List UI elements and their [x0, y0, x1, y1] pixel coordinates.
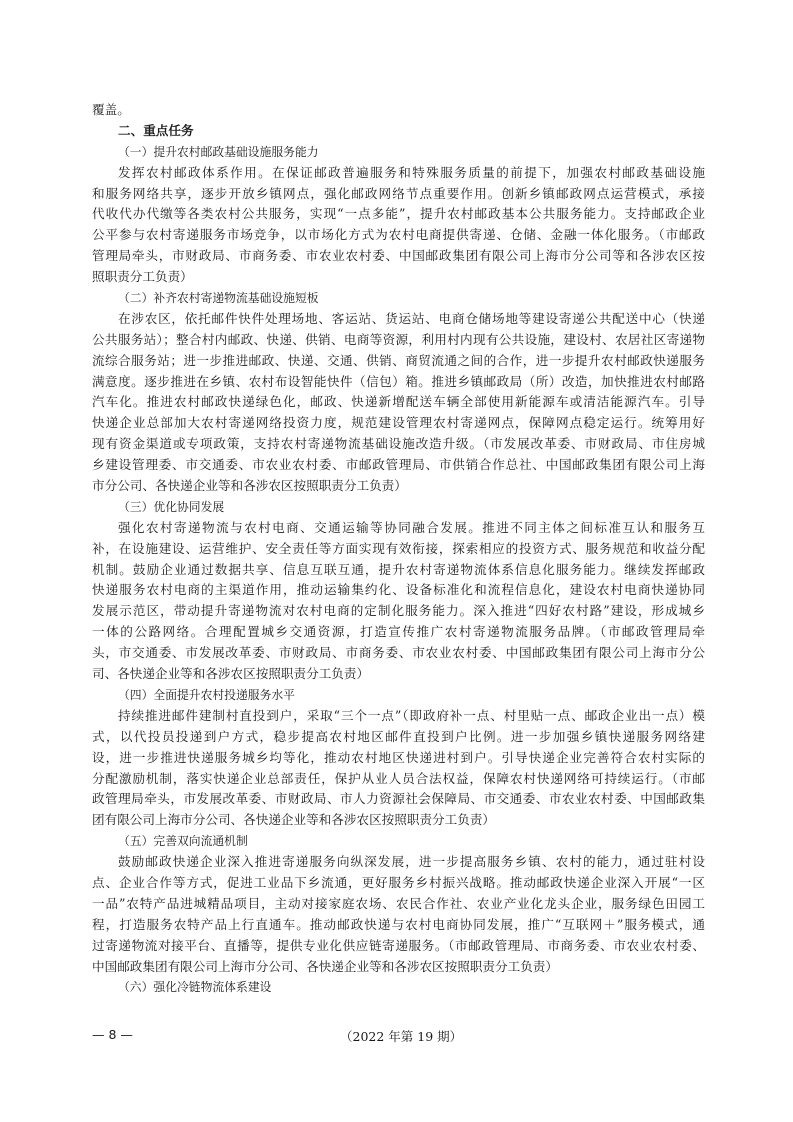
text-line: 流综合服务站；进一步推进邮政、快递、交通、供销、商贸流通之间的合作，进一步提升农村邮政快递服务 [92, 352, 705, 368]
text-line: 和服务网络共享，逐步开放乡镇网点，强化邮政网络节点重要作用。创新乡镇邮政网点运营模式，承接 [92, 185, 705, 201]
text-line: 司、各快递企业等和各涉农区按照职责分工负责） [92, 666, 370, 682]
text-line: 汽车化。推进农村邮政快递绿色化，邮政、快递新增配送车辆全部使用新能源车或清洁能源汽车。引导 [92, 394, 705, 410]
section-heading: 二、重点任务 [118, 122, 194, 138]
page-number: — 8 — [92, 1027, 133, 1042]
subsection-heading: （四）全面提升农村投递服务水平 [118, 687, 295, 702]
page-footer [92, 1027, 705, 1047]
text-line: 政管理局牵头，市发展改革委、市财政局、市人力资源社会保障局、市交通委、市农业农村委、中国邮政集 [92, 791, 705, 807]
document-body [92, 100, 705, 998]
text-line: 中国邮政集团有限公司上海市分公司、各快递企业等和各涉农区按照职责分工负责） [92, 958, 558, 974]
text-line: 鼓励邮政快递企业深入推进寄递服务向纵深发展，进一步提高服务乡镇、农村的能力，通过驻村设 [118, 854, 705, 870]
subsection-heading: （五）完善双向流通机制 [118, 834, 248, 849]
text-line: 乡建设管理委、市交通委、市农业农村委、市邮政管理局、市供销合作总社、中国邮政集团有限公司上海 [92, 457, 705, 473]
text-line: 快递服务农村电商的主渠道作用，推动运输集约化、设备标准化和流程信息化，建设农村电商快递协同 [92, 582, 705, 598]
text-line: 管理局牵头，市财政局、市商务委、市农业农村委、中国邮政集团有限公司上海市分公司等和各涉农区按 [92, 248, 705, 264]
text-line: 团有限公司上海市分公司、各快递企业等和各涉农区按照职责分工负责） [92, 812, 495, 828]
text-line: 发挥农村邮政体系作用。在保证邮政普遍服务和特殊服务质量的前提下，加强农村邮政基础设施 [118, 164, 705, 180]
text-line: 一体的公路网络。合理配置城乡交通资源，打造宣传推广农村寄递物流服务品牌。（市邮政管理局牵 [92, 624, 705, 640]
text-line: 机制。鼓励企业通过数据共享、信息互联互通，提升农村寄递物流体系信息化服务能力。继续发挥邮政 [92, 561, 705, 577]
text-line: 程，打造服务农特产品上行直通车。推动邮政快递与农村电商协同发展，推广“互联网＋”服务模式，通 [92, 916, 705, 932]
text-line: 持续推进邮件建制村直投到户，采取“三个一点”（即政府补一点、村里贴一点、邮政企业出一点）模 [118, 707, 705, 723]
text-line: 强化农村寄递物流与农村电商、交通运输等协同融合发展。推进不同主体之间标准互认和服务互 [118, 519, 705, 535]
subsection-heading: （二）补齐农村寄递物流基础设施短板 [118, 291, 319, 306]
text-line: 现有资金渠道或专项政策，支持农村寄递物流基础设施改造升级。（市发展改革委、市财政局、市住房城 [92, 436, 705, 452]
text-line: 补，在设施建设、运营维护、安全责任等方面实现有效衔接，探索相应的投资方式、服务规范和收益分配 [92, 540, 705, 556]
subsection-heading: （六）强化冷链物流体系建设 [118, 980, 272, 995]
text-line: 快递企业总部加大农村寄递网络投资力度，规范建设管理农村寄递网点，保障网点稳定运行。统筹用好 [92, 415, 705, 431]
text-line: 满意度。逐步推进在乡镇、农村布设智能快件（信包）箱。推进乡镇邮政局（所）改造，加快推进农村邮路 [92, 373, 705, 389]
subsection-heading: （三）优化协同发展 [118, 499, 225, 514]
subsection-heading: （一）提升农村邮政基础设施服务能力 [118, 144, 319, 159]
text-line: 市分公司、各快递企业等和各涉农区按照职责分工负责） [92, 478, 407, 494]
text-line: 分配激励机制，落实快递企业总部责任，保护从业人员合法权益，保障农村快递网络可持续运行。（市邮 [92, 770, 705, 786]
text-line: 设，进一步推进快递服务城乡均等化，推动农村地区快递进村到户。引导快递企业完善符合农村实际的 [92, 749, 705, 765]
text-line: 点、企业合作等方式，促进工业品下乡流通，更好服务乡村振兴战略。推动邮政快递企业深入开展“一区 [92, 874, 705, 890]
text-line: 一品”农特产品进城精品项目，主动对接家庭农场、农民合作社、农业产业化龙头企业，服务绿色田园工 [92, 895, 705, 911]
issue-label: （2022 年第 19 期） [340, 1029, 463, 1044]
text-line: 覆盖。 [92, 102, 130, 117]
text-line: 发展示范区，带动提升寄递物流对农村电商的定制化服务能力。深入推进“四好农村路”建设，形成城乡 [92, 603, 705, 619]
text-line: 过寄递物流对接平台、直播等，提供专业化供应链寄递服务。（市邮政管理局、市商务委、市农业农村委、 [92, 937, 705, 953]
text-line: 照职责分工负责） [92, 269, 193, 285]
text-line: 代收代办代缴等各类农村公共服务，实现“一点多能”，提升农村邮政基本公共服务能力。支持邮政企业 [92, 206, 705, 222]
text-line: 公平参与农村寄递服务市场竞争，以市场化方式为农村电商提供寄递、仓储、金融一体化服务。（市邮政 [92, 227, 705, 243]
text-line: 式，以代投员投递到户方式，稳步提高农村地区邮件直投到户比例。进一步加强乡镇快递服务网络建 [92, 728, 705, 744]
text-line: 头，市交通委、市发展改革委、市财政局、市商务委、市农业农村委、中国邮政集团有限公司上海市分公 [92, 645, 705, 661]
text-line: 公共服务站）；整合村内邮政、快递、供销、电商等资源，利用村内现有公共设施，建设村、农居社区寄递物 [92, 331, 705, 347]
text-line: 在涉农区，依托邮件快件处理场地、客运站、货运站、电商仓储场地等建设寄递公共配送中心（快递 [118, 310, 705, 326]
